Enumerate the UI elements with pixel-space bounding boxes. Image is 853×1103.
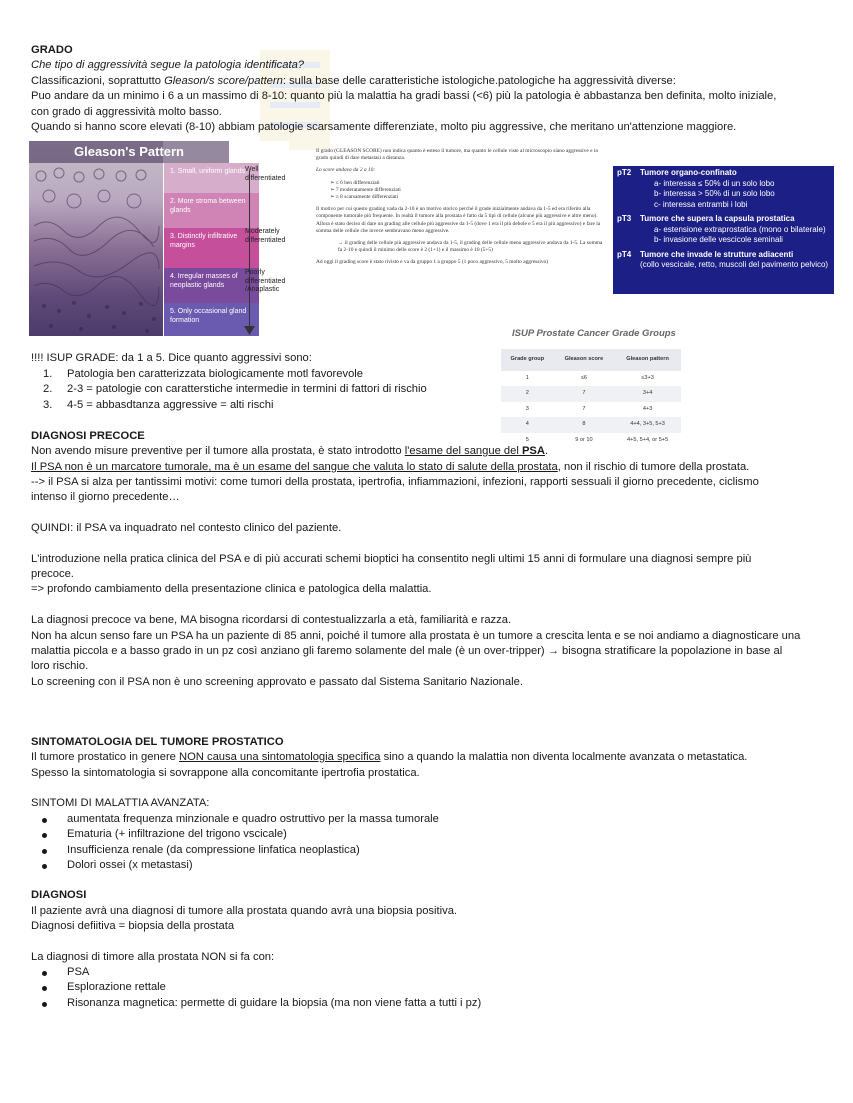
dp-line5: QUINDI: il PSA va inquadrato nel contesto clinico del paziente.	[31, 522, 342, 534]
list-text: Esplorazione rettale	[67, 981, 166, 994]
section-title-diagnosi: DIAGNOSI	[31, 889, 87, 901]
isup-grade-list	[31, 367, 427, 413]
gleason-notes-p2: Lo score andava da 2 a 10:	[316, 167, 376, 174]
table-row	[501, 371, 681, 386]
table-header-row	[501, 349, 681, 371]
pt2-item-b: b- interessa > 50% di un solo lobo	[654, 189, 775, 198]
pt4-code: pT4	[617, 249, 632, 259]
section-title-sintomatologia: SINTOMATOLOGIA DEL TUMORE PROSTATICO	[31, 736, 284, 748]
sint-subheading: SINTOMI DI MALATTIA AVANZATA:	[31, 797, 210, 809]
bullet-icon	[42, 818, 47, 823]
gleason-band-5: 5. Only occasional gland formation	[164, 303, 259, 336]
table-cell: 4+4, 3+5, 5+3	[614, 417, 681, 432]
gleason-notes-p1: Il grado (GLEASON SCORE) non indica quanto è esteso il tumore, ma quanto le cellule viste al microscopio siano aggressive e in grado quindi di dare metastasi a distanza.	[316, 148, 599, 162]
table-cell: 4+3	[642, 405, 653, 412]
table-cell: ≤6	[580, 375, 587, 381]
table-row	[501, 386, 681, 401]
tissue-pattern-icon	[29, 141, 163, 336]
diag-line2: Diagnosi defiitiva = biopsia della prostata	[31, 920, 235, 932]
list-text: Risonanza magnetica: permette di guidare la biopsia (ma non viene fatta a tutti i pz)	[67, 996, 482, 1009]
list-text: Dolori ossei (x metastasi)	[67, 859, 193, 872]
table-row	[501, 402, 681, 417]
dp-line8: => profondo cambiamento della presentazione clinica e patologica della malattia.	[31, 583, 432, 595]
grado-class-italic: Gleason/s score/pattern	[164, 75, 283, 87]
pt4-title: Tumore che invade le strutture adiacenti	[640, 249, 794, 259]
list-number: 1.	[43, 368, 53, 380]
gleason-notes-item: ➢ ≤ 6 ben differenziati	[330, 179, 380, 186]
sintomi-list	[31, 812, 439, 874]
list-item	[31, 827, 439, 842]
grado-class-post: : sulla base delle caratteristiche istologiche.patologiche ha aggressività diverse:	[282, 75, 676, 87]
gleason-notes-item: ➢ ≥ 8 scarsamente differenziati	[330, 194, 399, 201]
table-cell: 8	[554, 417, 614, 432]
dp-line13: Lo screening con il PSA non è uno screening approvato e passato dal Sistema Sanitario Nazionale.	[31, 676, 523, 688]
gleason-notes-list	[316, 180, 606, 202]
dp-l1-pre: Non avendo misure preventive per il tumore alla prostata, è stato introdotto	[31, 445, 405, 457]
gleason-score-notes	[316, 148, 606, 272]
isup-grade-table	[501, 349, 681, 448]
list-item	[31, 843, 439, 858]
col-grade-group: Grade group	[501, 349, 554, 371]
dp-line7: precoce.	[31, 568, 74, 580]
table-cell: 3	[525, 405, 529, 412]
bullet-icon	[42, 1002, 47, 1007]
gleason-notes-item-1: ≤ 6 ben differenziati	[335, 179, 380, 186]
list-text: 4-5 = abbasdtanza aggressive = alti rischi	[67, 398, 274, 411]
dp-l1-post: .	[544, 445, 549, 457]
grado-line4: con grado di aggressività molto basso.	[31, 106, 222, 118]
pt3-item-a: a- estensione extraprostatica (mono o bilaterale)	[654, 224, 826, 234]
list-item	[31, 858, 439, 873]
table-cell: ≤3+3	[641, 375, 654, 381]
sint-line1	[31, 750, 747, 765]
bullet-icon	[42, 986, 47, 991]
grado-class-pre: Classificazioni, soprattutto	[31, 75, 165, 87]
grado-question: Che tipo di aggressività segue la patologia identificata?	[31, 59, 305, 71]
gleason-notes-item-3: ≥ 8 scarsamente differenziati	[335, 194, 399, 201]
dp-line1	[31, 444, 548, 459]
list-number: 3.	[43, 398, 53, 411]
grado-classification	[31, 74, 676, 89]
pt4-block	[617, 250, 830, 271]
list-item	[31, 812, 439, 827]
dp-l2-underline: Il PSA non è un marcatore tumorale, ma è un esame del sangue che valuta lo stato di salute della prostata	[31, 461, 558, 473]
dp-l1-psa: PSA	[521, 445, 545, 457]
list-item	[31, 996, 481, 1011]
pt-staging-box	[613, 166, 834, 294]
isup-table-title: ISUP Prostate Cancer Grade Groups	[512, 328, 676, 339]
sint-l1-post: sino a quando la malattia non diventa localmente avanzata o metastatica.	[380, 751, 748, 763]
table-cell: 1	[525, 375, 529, 381]
table-cell: 4	[501, 417, 554, 432]
label-moderately-differentiated: Moderately differentiated	[245, 228, 286, 244]
grado-line3: Puo andare da un minimo i 6 a un massimo di 8-10: quanto più la malattia ha gradi bassi (<6) più la patologia è abbastanza ben definita, molto iniziale,	[31, 90, 777, 102]
list-item	[31, 398, 427, 413]
bullet-icon	[42, 849, 47, 854]
list-item	[31, 980, 481, 995]
table-cell: 3+4	[614, 386, 681, 401]
dp-l2-post: , non il rischio di tumore della prostata.	[557, 461, 750, 473]
gleason-band-2: 2. More stroma between glands	[164, 193, 259, 228]
bullet-icon	[42, 833, 47, 838]
list-item	[31, 965, 481, 980]
gleason-notes-p3: Il motivo per cui questo grading vada da 2-10 è un motivo storico perché il grade inizialmente andava da 1-5 ed era riferito alla componente tumorale più frequente. In realtà il tumore alla prostata è fatto da 5 tipi di cellule (alcune più aggressive e altre meno). Allora è stato deciso di dare un grading alle cellule più aggressive da 1-5 (dove 1 era il più debole e 5 era il più aggressivo) e fare la somma delle cellule che invece sembravano meno aggressive.	[316, 206, 601, 234]
dp-line6: L'introduzione nella pratica clinica del PSA e di più accurati schemi bioptici ha consentito negli ultimi 15 anni di formulare una diagnosi sempre più	[31, 553, 752, 565]
arrow-down-icon	[244, 326, 255, 336]
pt4-item: (collo vescicale, retto, muscoli del pavimento pelvico)	[640, 260, 829, 269]
grado-line5: Quando si hanno score elevati (8-10) abbiam patologie scarsamente differenziate, molto piu aggressive, che meritano un'attenzione maggiore.	[31, 121, 737, 133]
table-cell: 5	[525, 436, 529, 443]
isup-grade-heading: !!!! ISUP GRADE: da 1 a 5. Dice quanto aggressivi sono:	[31, 352, 312, 364]
table-cell: 7	[554, 386, 614, 401]
gleason-band-3: 3. Distinctly infiltrative margins	[164, 228, 259, 268]
diag-line3: La diagnosi di timore alla prostata NON si fa con:	[31, 951, 275, 963]
list-text: Ematuria (+ infiltrazione del trigono vscicale)	[67, 828, 287, 841]
section-title-diagnosi-precoce: DIAGNOSI PRECOCE	[31, 430, 145, 442]
gleason-band-1: 1. Small, uniform glands	[164, 163, 259, 193]
list-text: aumentata frequenza minzionale e quadro ostruttivo per la massa tumorale	[67, 813, 439, 825]
gleason-notes-p4: → il grading delle cellule più aggressive andava da 1-5, il grading delle cellule meno aggressive andava da 1-5. La somma fa 2-10 e quindi il minimo delle score è 2 (1+1) e il massimo è 10 (5+5)	[338, 240, 603, 254]
dp-line9: La diagnosi precoce va bene, MA bisogna ricordarsi di contestualizzarla a età, familiarità e razza.	[31, 614, 512, 626]
gleason-pattern-figure	[29, 141, 289, 336]
list-text: Patologia ben caratterizzata biologicamente motl favorevole	[67, 368, 364, 380]
list-number: 2.	[43, 383, 53, 396]
dp-line10: Non ha alcun senso fare un PSA ha un paziente di 85 anni, poiché il tumore alla prostata è un tumore a crescita lenta e se noi andiamo a diagnosticare una	[31, 630, 801, 642]
section-title-grado: GRADO	[31, 44, 73, 56]
col-gleason-score: Gleason score	[554, 349, 614, 371]
bullet-icon	[42, 971, 47, 976]
differentiation-arrow	[249, 171, 250, 331]
sint-l1-underline: NON causa una sintomatologia specifica	[179, 751, 381, 763]
list-text: Insufficienza renale (da compressione linfatica neoplastica)	[67, 843, 360, 856]
dp-line11: malattia piccola e a basso grado in un pz così anziano gli faremo solamente del male (è un over-tripper) → bisogna stratificare la popolazione in base al	[31, 645, 783, 657]
gleason-notes-p5: Ad oggi il grading score è stato rivisto e va da gruppo 1 a gruppo 5 (1 poco aggressivo, 5 molto aggressivo)	[316, 259, 549, 266]
pt2-title: Tumore organo-confinato	[640, 168, 737, 177]
pt2-block	[617, 168, 830, 210]
table-cell: 9 or 10	[575, 436, 593, 443]
list-item	[31, 367, 427, 382]
diagnosi-list	[31, 965, 481, 1011]
diag-line1: Il paziente avrà una diagnosi di tumore alla prostata quando avrà una biopsia positiva.	[31, 905, 458, 917]
gleason-tissue-illustration	[29, 141, 163, 336]
pt2-item-a: a- interessa ≤ 50% di un solo lobo	[654, 178, 775, 188]
list-text: 2-3 = patologie con caratterstiche intermedie in termini di fattori di rischio	[67, 383, 427, 396]
gleason-figure-title: Gleason's Pattern	[29, 141, 229, 163]
table-cell: 7	[582, 405, 586, 412]
pt3-title: Tumore che supera la capsula prostatica	[640, 214, 795, 223]
pt3-code: pT3	[617, 214, 632, 223]
table-row	[501, 417, 681, 432]
table-cell: 4+5, 5+4, or 5+5	[626, 436, 669, 443]
table-cell: 2	[501, 386, 554, 401]
label-well-differentiated: Well differentiated	[245, 166, 286, 182]
pt3-item-b: b- invasione delle vescicole seminali	[654, 235, 783, 244]
pt3-block	[617, 214, 830, 246]
dp-l1-underline: l'esame del sangue del	[404, 445, 522, 457]
list-item	[31, 382, 427, 397]
dp-line12: loro rischio.	[31, 660, 89, 672]
pt2-item-c: c- interessa entrambi i lobi	[654, 199, 748, 209]
dp-line4: intenso il giorno precedente…	[31, 491, 180, 503]
gleason-notes-item-2: 7 moderatamente differenziati	[335, 186, 401, 193]
gleason-band-4: 4. Irregular masses of neoplastic glands	[164, 268, 259, 303]
dp-line3: --> il PSA si alza per tantissimi motivi: come tumori della prostata, ipertrofia, infiammazioni, infezioni, rapporti sessuali il giorno precedente, ciclismo	[31, 476, 759, 488]
sint-l1-pre: Il tumore prostatico in genere	[31, 751, 179, 763]
dp-line2	[31, 460, 749, 475]
bullet-icon	[42, 864, 47, 869]
label-poorly-differentiated: Poorly differentiated /Anaplastic	[245, 269, 286, 293]
pt2-code: pT2	[617, 168, 632, 177]
col-gleason-pattern: Gleason pattern	[614, 349, 681, 371]
gleason-notes-item: ➢ 7 moderatamente differenziati	[330, 186, 401, 193]
sint-line2: Spesso la sintomatologia si sovrappone alla concomitante ipertrofia prostatica.	[31, 767, 420, 779]
list-text: PSA	[67, 966, 90, 978]
